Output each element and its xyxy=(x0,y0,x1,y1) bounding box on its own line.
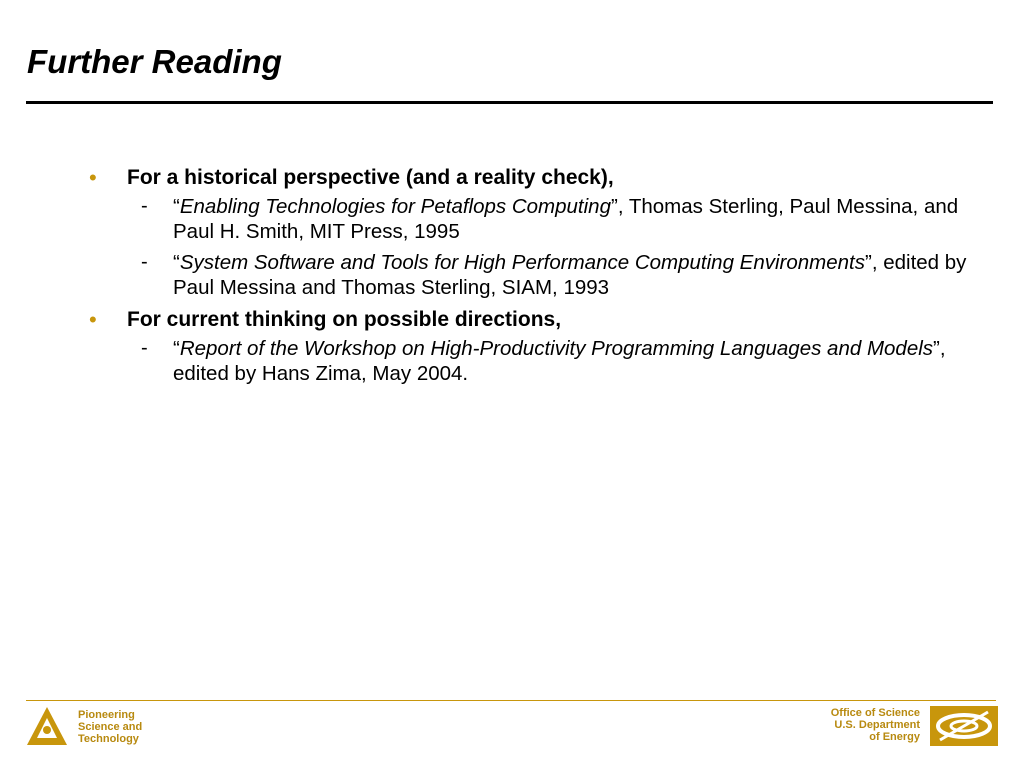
reference-item xyxy=(127,194,989,244)
dash-icon: - xyxy=(141,251,148,273)
reference-text: “Enabling Technologies for Petaflops Computing”, Thomas Sterling, Paul Messina, and Paul H. Smith, MIT Press, 1995 xyxy=(173,195,959,243)
footer-tagline: Pioneering Science and Technology xyxy=(78,709,143,745)
footer-office: Office of Science U.S. Department of Energy xyxy=(830,707,920,743)
argonne-triangle-logo-icon xyxy=(26,706,68,746)
reference-text: “Report of the Workshop on High-Productivity Programming Languages and Models”, edited by Hans Zima, May 2004. xyxy=(173,337,946,385)
bullet-heading: For a historical perspective (and a reality check), xyxy=(127,166,614,189)
dash-icon: - xyxy=(141,195,148,217)
reference-title: Report of the Workshop on High-Productivity Programming Languages and Models xyxy=(179,337,934,360)
reference-item xyxy=(127,250,989,300)
bullet-heading: For current thinking on possible directions, xyxy=(127,308,562,331)
title-divider xyxy=(26,101,993,104)
footer-divider xyxy=(26,700,996,701)
bullet-icon: • xyxy=(89,165,97,190)
bullet-item xyxy=(89,164,989,300)
slide-content xyxy=(89,164,989,392)
reference-text: “System Software and Tools for High Performance Computing Environments”, edited by Paul Messina and Thomas Sterling, SIAM, 1993 xyxy=(173,251,967,299)
doe-office-of-science-logo-icon xyxy=(930,706,998,746)
reference-item xyxy=(127,336,989,386)
dash-icon: - xyxy=(141,337,148,359)
reference-title: System Software and Tools for High Performance Computing Environments xyxy=(179,251,865,274)
bullet-icon: • xyxy=(89,307,97,332)
reference-title: Enabling Technologies for Petaflops Computing xyxy=(179,195,611,218)
slide-title: Further Reading xyxy=(27,43,282,80)
bullet-item xyxy=(89,306,989,386)
